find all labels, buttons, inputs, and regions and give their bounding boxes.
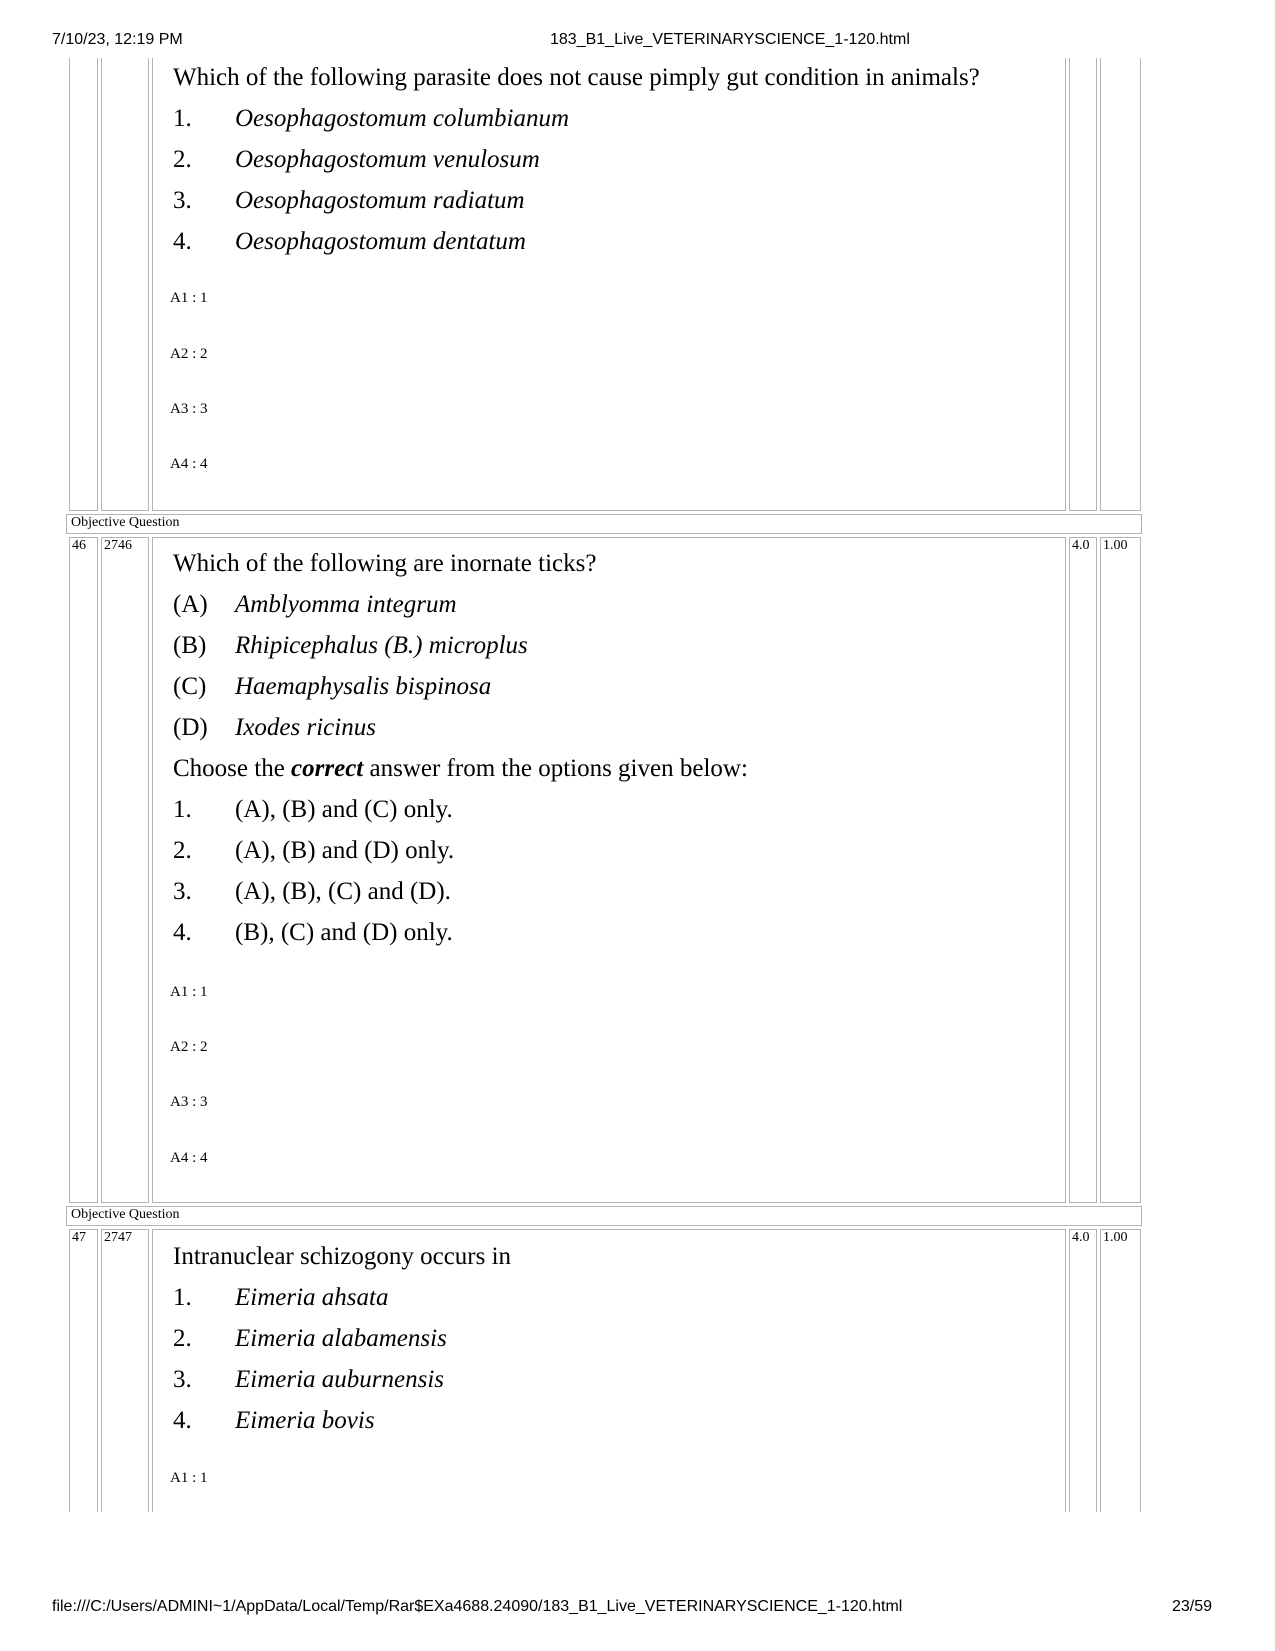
q46-statement-c-text: Haemaphysalis bispinosa bbox=[235, 673, 492, 700]
q46-sno-cell bbox=[69, 537, 98, 1203]
q47-option-2-num: 2. bbox=[173, 1325, 192, 1352]
q47-option-2-text: Eimeria alabamensis bbox=[235, 1325, 447, 1352]
q46-statement-b-label: (B) bbox=[173, 632, 207, 659]
q45-option-2-text: Oesophagostomum venulosum bbox=[235, 146, 540, 173]
q46-statement-d-text: Ixodes ricinus bbox=[235, 714, 376, 741]
q47-answer-1: A1 : 1 bbox=[170, 1470, 208, 1486]
q46-answer-1: A1 : 1 bbox=[170, 984, 208, 1000]
q45-option-2-num: 2. bbox=[173, 146, 192, 173]
q45-answer-1: A1 : 1 bbox=[170, 290, 208, 306]
section-label-row-1 bbox=[66, 514, 1142, 534]
section-label-row-2 bbox=[66, 1206, 1142, 1226]
q46-option-3-text: (A), (B), (C) and (D). bbox=[235, 878, 451, 905]
q45-option-1-num: 1. bbox=[173, 105, 192, 132]
q46-option-1-num: 1. bbox=[173, 796, 192, 823]
q45-option-3-num: 3. bbox=[173, 187, 192, 214]
q47-option-4-text: Eimeria bovis bbox=[235, 1407, 375, 1434]
q47-option-1-num: 1. bbox=[173, 1284, 192, 1311]
q46-marks-cell bbox=[1069, 537, 1097, 1203]
q45-option-4-text: Oesophagostomum dentatum bbox=[235, 228, 526, 255]
q46-negative-marks: 1.00 bbox=[1103, 538, 1128, 553]
q47-serial-number: 47 bbox=[72, 1230, 86, 1245]
q46-instruction-pre: Choose the bbox=[173, 755, 292, 782]
q47-neg-cell bbox=[1100, 1229, 1141, 1512]
section-label-2: Objective Question bbox=[71, 1207, 180, 1222]
q46-instruction-post: answer from the options given below: bbox=[363, 755, 748, 782]
q45-answer-3: A3 : 3 bbox=[170, 401, 208, 417]
q46-option-2-text: (A), (B) and (D) only. bbox=[235, 837, 455, 864]
q46-statement-a-text: Amblyomma integrum bbox=[235, 591, 457, 618]
q46-answer-4: A4 : 4 bbox=[170, 1150, 208, 1166]
q46-option-3-num: 3. bbox=[173, 878, 192, 905]
q46-id-cell bbox=[101, 537, 149, 1203]
q45-id-cell bbox=[101, 58, 149, 511]
q47-option-3-num: 3. bbox=[173, 1366, 192, 1393]
q46-answer-3: A3 : 3 bbox=[170, 1094, 208, 1110]
q45-option-3-text: Oesophagostomum radiatum bbox=[235, 187, 525, 214]
q47-marks-cell bbox=[1069, 1229, 1097, 1512]
q47-option-1-text: Eimeria ahsata bbox=[235, 1284, 389, 1311]
page-number: 23/59 bbox=[1172, 1598, 1213, 1615]
q45-answer-4: A4 : 4 bbox=[170, 456, 208, 472]
q46-option-4-num: 4. bbox=[173, 919, 192, 946]
q46-option-1-text: (A), (B) and (C) only. bbox=[235, 796, 453, 823]
print-title: 183_B1_Live_VETERINARYSCIENCE_1-120.html bbox=[550, 31, 910, 48]
q47-sno-cell bbox=[69, 1229, 98, 1512]
q45-sno-cell bbox=[69, 58, 98, 511]
q45-option-1-text: Oesophagostomum columbianum bbox=[235, 105, 570, 132]
q46-statement-a-label: (A) bbox=[173, 591, 208, 618]
q46-serial-number: 46 bbox=[72, 538, 86, 553]
section-label-1: Objective Question bbox=[71, 515, 180, 530]
q46-option-4-text: (B), (C) and (D) only. bbox=[235, 919, 453, 946]
q45-question: Which of the following parasite does not cause pimply gut condition in animals? bbox=[173, 64, 980, 91]
q46-neg-cell bbox=[1100, 537, 1141, 1203]
q47-id-cell bbox=[101, 1229, 149, 1512]
q47-question: Intranuclear schizogony occurs in bbox=[173, 1243, 512, 1270]
print-url: file:///C:/Users/ADMINI~1/AppData/Local/Temp/Rar$EXa4688.24090/183_B1_Live_VETERINARYSCIENCE_1-120.html bbox=[52, 1598, 903, 1615]
q45-option-4-num: 4. bbox=[173, 228, 192, 255]
q46-question-id: 2746 bbox=[104, 538, 132, 553]
print-datetime: 7/10/23, 12:19 PM bbox=[52, 31, 183, 48]
q46-instruction bbox=[173, 754, 748, 784]
q45-answer-2: A2 : 2 bbox=[170, 346, 208, 362]
q46-statement-b-text: Rhipicephalus (B.) microplus bbox=[235, 632, 528, 659]
q46-marks: 4.0 bbox=[1072, 538, 1090, 553]
q47-marks: 4.0 bbox=[1072, 1230, 1090, 1245]
q46-answer-2: A2 : 2 bbox=[170, 1039, 208, 1055]
q47-negative-marks: 1.00 bbox=[1103, 1230, 1128, 1245]
q45-marks-cell bbox=[1069, 58, 1097, 511]
q46-statement-d-label: (D) bbox=[173, 714, 208, 741]
q46-option-2-num: 2. bbox=[173, 837, 192, 864]
q47-option-4-num: 4. bbox=[173, 1407, 192, 1434]
q46-statement-c-label: (C) bbox=[173, 673, 207, 700]
q45-neg-cell bbox=[1100, 58, 1141, 511]
q47-option-3-text: Eimeria auburnensis bbox=[235, 1366, 445, 1393]
q47-question-id: 2747 bbox=[104, 1230, 132, 1245]
q46-question: Which of the following are inornate ticks? bbox=[173, 550, 597, 577]
q46-instruction-emphasis: correct bbox=[291, 755, 364, 782]
